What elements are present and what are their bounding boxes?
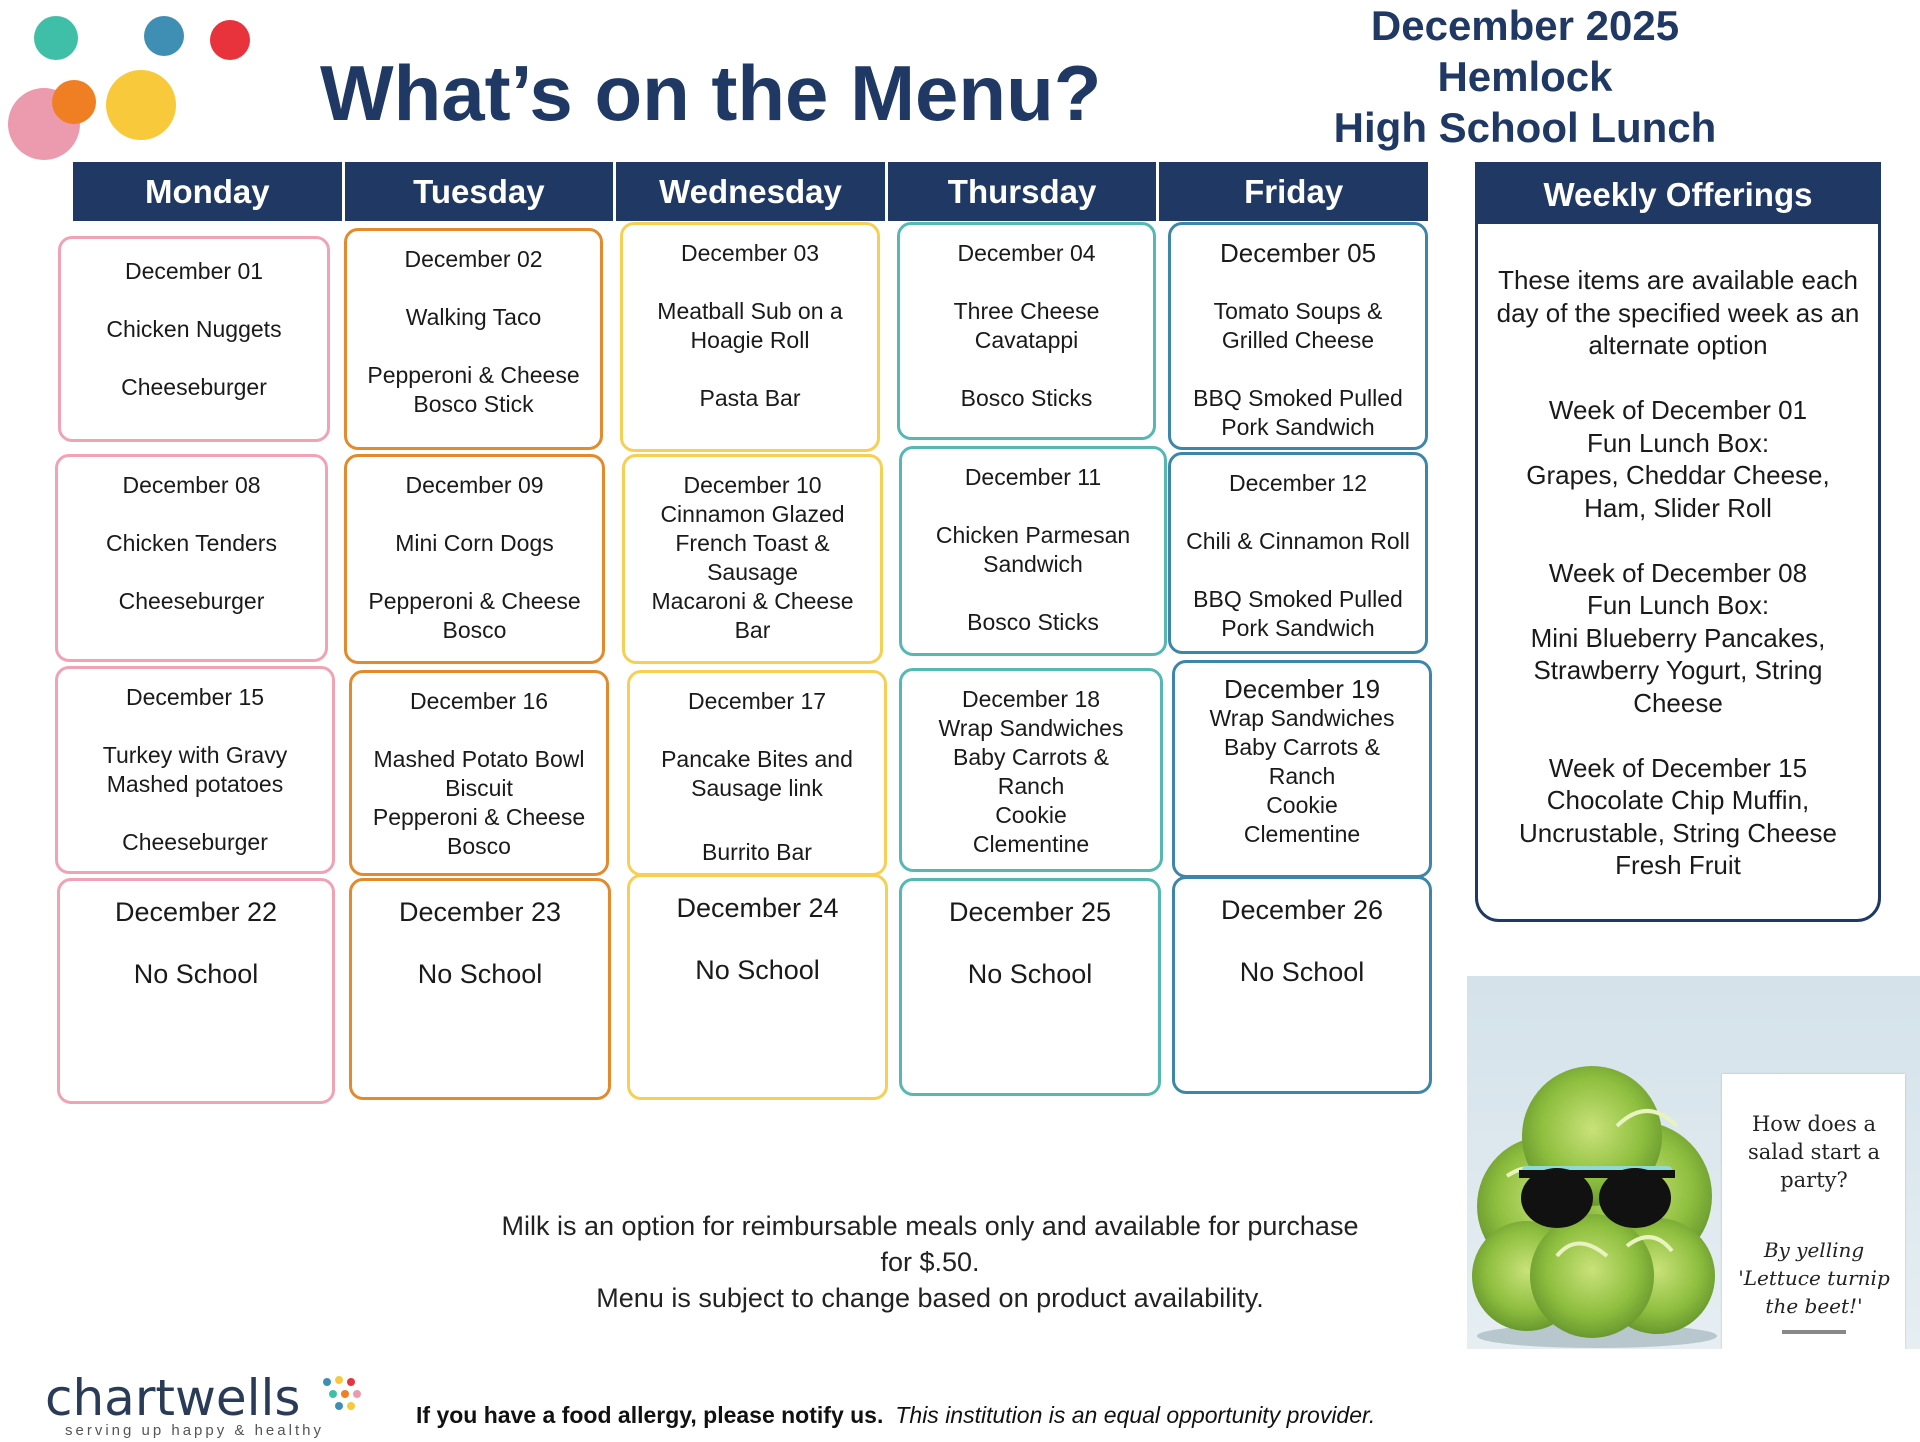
day-header-thursday: Thursday	[888, 162, 1160, 221]
cell-date: December 11	[964, 464, 1102, 490]
offering-intro: alternate option	[1588, 330, 1768, 360]
offering-week3: Week of December 15	[1548, 752, 1808, 783]
menu-item: Bosco Sticks	[960, 385, 1093, 411]
menu-item: Bosco Sticks	[967, 609, 1099, 635]
offering-week2: Mini Blueberry Pancakes,	[1530, 622, 1826, 653]
salad-joke-image	[1467, 976, 1920, 1349]
logo-tagline: serving up happy & healthy	[65, 1422, 324, 1439]
decor-dot-yellow	[106, 70, 176, 140]
joke-card	[1722, 1074, 1905, 1349]
note-line: Menu is subject to change based on product availability.	[596, 1283, 1264, 1313]
cell-date: December 02	[404, 246, 543, 272]
cell-date: December 26	[1220, 895, 1384, 925]
menu-item: Cookie	[1266, 792, 1338, 818]
decor-dot-orange	[52, 80, 96, 124]
menu-item: Tomato Soups &	[1213, 298, 1383, 324]
menu-item: Walking Taco	[405, 304, 542, 330]
footer	[416, 1402, 1375, 1429]
cell-date: December 05	[1219, 238, 1377, 268]
joke-question-line: party?	[1780, 1168, 1848, 1192]
cell-date: December 03	[680, 240, 820, 266]
menu-item: Grilled Cheese	[1221, 327, 1375, 353]
day-header-tuesday: Tuesday	[345, 162, 617, 221]
offering-week3: Uncrustable, String Cheese	[1519, 817, 1837, 848]
menu-cell-dec-12	[1168, 452, 1428, 654]
menu-cell-dec-04	[897, 222, 1156, 440]
cell-date: December 19	[1223, 674, 1381, 704]
menu-item: Pork Sandwich	[1221, 615, 1375, 641]
menu-cell-dec-19	[1172, 660, 1432, 878]
menu-item: Cookie	[995, 802, 1067, 828]
menu-item: Chicken Parmesan	[935, 522, 1131, 548]
menu-cell-dec-05	[1168, 222, 1428, 450]
menu-item: Chicken Tenders	[106, 530, 277, 556]
cell-date: December 16	[409, 688, 549, 714]
menu-item: No School	[1239, 957, 1365, 987]
menu-item: Mashed Potato Bowl	[373, 746, 585, 772]
menu-item: No School	[133, 959, 259, 989]
joke-source-mark	[1782, 1330, 1846, 1334]
weekly-offerings-body	[1478, 224, 1878, 882]
offering-week1: Grapes, Cheddar Cheese,	[1526, 460, 1830, 490]
offering-week1: Week of December 01	[1548, 395, 1808, 425]
menu-item: Wrap Sandwiches	[938, 715, 1124, 741]
cell-date: December 12	[1228, 470, 1368, 496]
day-header-row	[73, 162, 1428, 221]
menu-item: Pepperoni & Cheese	[372, 804, 586, 830]
cell-date: December 17	[687, 688, 827, 714]
menu-item: Cavatappi	[974, 327, 1079, 353]
menu-item: BBQ Smoked Pulled	[1193, 385, 1403, 411]
menu-item: Clementine	[972, 831, 1090, 857]
page-title: What’s on the Menu?	[320, 49, 1102, 137]
menu-item: Bar	[734, 617, 771, 643]
menu-item: Pepperoni & Cheese	[367, 362, 580, 388]
note-line: for $.50.	[880, 1247, 980, 1277]
day-header-wednesday: Wednesday	[616, 162, 888, 221]
menu-item: Chili & Cinnamon Roll	[1186, 528, 1410, 554]
equal-opportunity-notice: This institution is an equal opportunity provider.	[895, 1402, 1376, 1428]
day-header-monday: Monday	[73, 162, 345, 221]
decor-dot-blue	[144, 16, 184, 56]
menu-item: No School	[967, 959, 1093, 989]
menu-item: Pepperoni & Cheese	[368, 588, 581, 614]
weekly-offerings-panel	[1475, 162, 1881, 922]
offering-week1: Ham, Slider Roll	[1584, 492, 1772, 523]
note-line: Milk is an option for reimbursable meals only and available for purchase	[501, 1211, 1359, 1241]
cell-date: December 24	[676, 893, 839, 923]
menu-item: Biscuit	[445, 775, 513, 801]
offering-intro: These items are available each	[1498, 265, 1858, 295]
menu-cell-dec-08	[55, 454, 328, 662]
offering-intro: day of the specified week as an	[1496, 297, 1860, 328]
menu-cell-dec-01	[58, 236, 330, 442]
school-name: Hemlock	[1437, 53, 1613, 100]
menu-item: Chicken Nuggets	[106, 316, 282, 342]
joke-answer-line: By yelling	[1763, 1238, 1865, 1262]
menu-cell-dec-18	[899, 668, 1163, 872]
cell-date: December 04	[957, 240, 1096, 266]
menu-item: Macaroni & Cheese	[651, 588, 854, 614]
menu-item: Baby Carrots &	[953, 744, 1109, 770]
menu-item: Mini Corn Dogs	[395, 530, 554, 556]
menu-item: Three Cheese	[953, 298, 1100, 324]
menu-item: Turkey with Gravy	[102, 742, 288, 768]
menu-item: Bosco Stick	[413, 391, 534, 417]
menu-cell-dec-02	[344, 228, 603, 450]
menu-cell-dec-25	[899, 878, 1161, 1096]
menu-item: Wrap Sandwiches	[1209, 705, 1395, 731]
joke-question-line: How does a	[1751, 1112, 1877, 1136]
joke-question-line: salad start a	[1747, 1140, 1881, 1164]
offering-week2: Strawberry Yogurt, String	[1533, 655, 1823, 685]
decor-dot-red	[210, 20, 250, 60]
cell-date: December 08	[122, 472, 261, 498]
menu-item: Cheeseburger	[118, 588, 265, 614]
offering-week1: Fun Lunch Box:	[1586, 427, 1770, 458]
cell-date: December 18	[961, 686, 1101, 712]
menu-cell-dec-16	[349, 670, 609, 876]
offering-week2: Cheese	[1633, 687, 1723, 718]
menu-item: Pasta Bar	[699, 385, 801, 411]
menu-item: No School	[695, 955, 820, 985]
cell-date: December 09	[405, 472, 544, 498]
menu-item: Hoagie Roll	[690, 327, 810, 353]
lettuce-with-sunglasses-icon	[1467, 976, 1727, 1349]
menu-item: No School	[417, 959, 543, 989]
meal-type: High School Lunch	[1333, 104, 1717, 151]
cell-date: December 22	[114, 897, 278, 927]
cell-date: December 25	[948, 897, 1112, 927]
menu-item: Pork Sandwich	[1221, 414, 1375, 440]
day-header-friday: Friday	[1244, 172, 1344, 210]
menu-item: Ranch	[997, 773, 1065, 799]
menu-cell-dec-03	[620, 222, 880, 452]
decor-dot-teal	[34, 16, 78, 60]
cell-date: December 10	[683, 472, 822, 498]
offering-week2: Fun Lunch Box:	[1586, 590, 1770, 620]
month-label: December 2025	[1370, 2, 1680, 49]
joke-question	[1730, 1110, 1898, 1194]
menu-cell-dec-10	[622, 454, 883, 664]
cell-date: December 01	[124, 258, 264, 284]
offering-week3: Chocolate Chip Muffin,	[1546, 785, 1810, 815]
menu-cell-dec-24	[627, 874, 888, 1100]
menu-item: Mashed potatoes	[106, 771, 284, 797]
menu-item: Burrito Bar	[702, 839, 812, 865]
cell-date: December 15	[125, 684, 265, 710]
menu-item: Clementine	[1243, 821, 1361, 847]
allergy-notice: If you have a food allergy, please notify us.	[416, 1402, 884, 1428]
menu-item: Sausage	[707, 559, 798, 585]
joke-answer-line: 'Lettuce turnip	[1738, 1266, 1890, 1290]
menu-item: Meatball Sub on a	[657, 298, 843, 324]
menu-item: Baby Carrots &	[1224, 734, 1380, 760]
menu-item: Sausage link	[691, 775, 823, 801]
weekly-offerings-title: Weekly Offerings	[1478, 165, 1878, 224]
offering-week3: Fresh Fruit	[1615, 850, 1741, 880]
menu-cell-dec-23	[349, 878, 611, 1100]
menu-cell-dec-15	[55, 666, 335, 874]
menu-item: Bosco	[442, 617, 507, 643]
chartwells-logo	[45, 1369, 375, 1442]
offering-week2: Week of December 08	[1548, 557, 1808, 588]
menu-item: French Toast &	[675, 530, 830, 556]
menu-item: Bosco	[447, 833, 511, 859]
cell-date: December 23	[398, 897, 562, 927]
menu-item: Cheeseburger	[122, 829, 268, 855]
menu-cell-dec-26	[1172, 876, 1432, 1094]
menu-cell-dec-22	[57, 878, 335, 1104]
logo-dots-icon	[321, 1374, 369, 1414]
menu-cell-dec-09	[344, 454, 605, 664]
menu-item: BBQ Smoked Pulled	[1193, 586, 1403, 612]
menu-item: Cinnamon Glazed	[660, 501, 845, 527]
joke-answer-line: the beet!'	[1765, 1294, 1863, 1318]
menu-period	[1290, 0, 1760, 153]
menu-item: Cheeseburger	[121, 374, 267, 400]
logo-wordmark: chartwells	[45, 1369, 301, 1427]
menu-item: Sandwich	[983, 551, 1083, 577]
menu-item: Pancake Bites and	[661, 746, 853, 772]
menu-cell-dec-11	[899, 446, 1167, 656]
menu-cell-dec-17	[627, 670, 887, 876]
menu-item: Ranch	[1268, 763, 1336, 789]
milk-note	[430, 1208, 1430, 1316]
joke-answer	[1730, 1236, 1898, 1320]
